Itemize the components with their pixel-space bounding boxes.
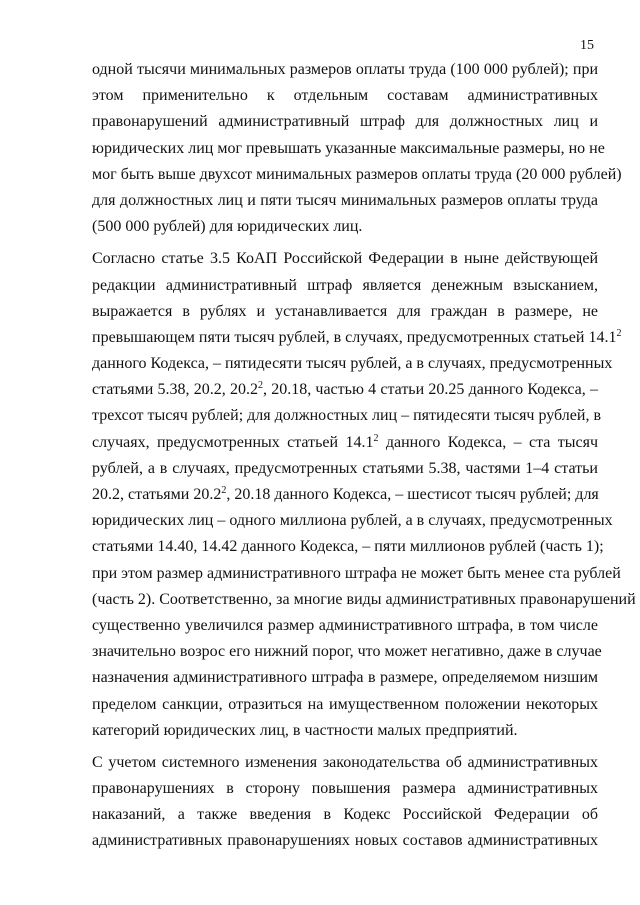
text-line: выражается в рублях и устанавливается для граждан в размере, не — [92, 302, 598, 320]
text-line: наказаний, а также введения в Кодекс Российской Федерации об — [92, 806, 598, 824]
text-line: этом применительно к отдельным составам административных — [92, 87, 598, 105]
text-line: существенно увеличился размер административного штрафа, в том числе — [92, 616, 598, 634]
text-line: юридических лиц – одного миллиона рублей, а в случаях, предусмотренных — [92, 512, 613, 530]
text-line: мог быть выше двухсот минимальных размеров оплаты труда (20 000 рублей) — [92, 165, 622, 183]
text-line: данного Кодекса, – пятидесяти тысяч рублей, а в случаях, предусмотренных — [92, 355, 613, 373]
paragraph-2 — [92, 246, 636, 744]
text-line: значительно возрос его нижний порог, что может негативно, даже в случае — [92, 643, 602, 661]
text-line: правонарушениях в сторону повышения размера административных — [92, 780, 598, 798]
text-line: 20.2, статьями 20.2$^2$, 20.18 данного Кодекса, – шестисот тысяч рублей; для — [92, 485, 599, 503]
text-line: статьями 5.38, 20.2, 20.2$^2$, 20.18, частью 4 статьи 20.25 данного Кодекса, – — [92, 380, 598, 399]
text-line: административных правонарушениях новых составов административных — [92, 832, 598, 850]
text-line: (часть 2). Соответственно, за многие виды административных правонарушений — [92, 590, 636, 608]
text-line: правонарушений административный штраф для должностных лиц и — [92, 113, 598, 131]
paragraph-3 — [92, 750, 598, 855]
text-line: рублей, а в случаях, предусмотренных статьями 5.38, частями 1–4 статьи — [92, 459, 598, 477]
document-body — [92, 57, 636, 855]
text-line: при этом размер административного штрафа не может быть менее ста рублей — [92, 564, 621, 582]
text-line: назначения административного штрафа в размере, определяемом низшим — [92, 669, 598, 687]
text-line: для должностных лиц и пяти тысяч минимальных размеров оплаты труда — [92, 191, 598, 209]
text-line: статьями 14.40, 14.42 данного Кодекса, – пяти миллионов рублей (часть 1); — [92, 538, 604, 556]
text-line: С учетом системного изменения законодательства об административных — [92, 753, 598, 771]
page-number: 15 — [580, 38, 594, 53]
paragraph-1 — [92, 57, 622, 240]
text-line: юридических лиц мог превышать указанные максимальные размеры, но не — [92, 139, 605, 157]
text-line: Согласно статье 3.5 КоАП Российской Федерации в ныне действующей — [92, 250, 598, 268]
text-line: одной тысячи минимальных размеров оплаты труда (100 000 рублей); при — [92, 61, 598, 78]
text-line: случаях, предусмотренных статьей 14.1$^2$ данного Кодекса, – ста тысяч — [92, 432, 599, 451]
text-line: категорий юридических лиц, в частности малых предприятий. — [92, 721, 518, 739]
text-line: пределом санкции, отразиться на имущественном положении некоторых — [92, 695, 598, 713]
text-line: трехсот тысяч рублей; для должностных лиц – пятидесяти тысяч рублей, в — [92, 407, 601, 425]
text-line: превышающем пяти тысяч рублей, в случаях, предусмотренных статьей 14.1$^2$ — [92, 327, 622, 346]
text-line: редакции административный штраф является денежным взысканием, — [92, 276, 598, 294]
text-line: (500 000 рублей) для юридических лиц. — [92, 218, 363, 236]
